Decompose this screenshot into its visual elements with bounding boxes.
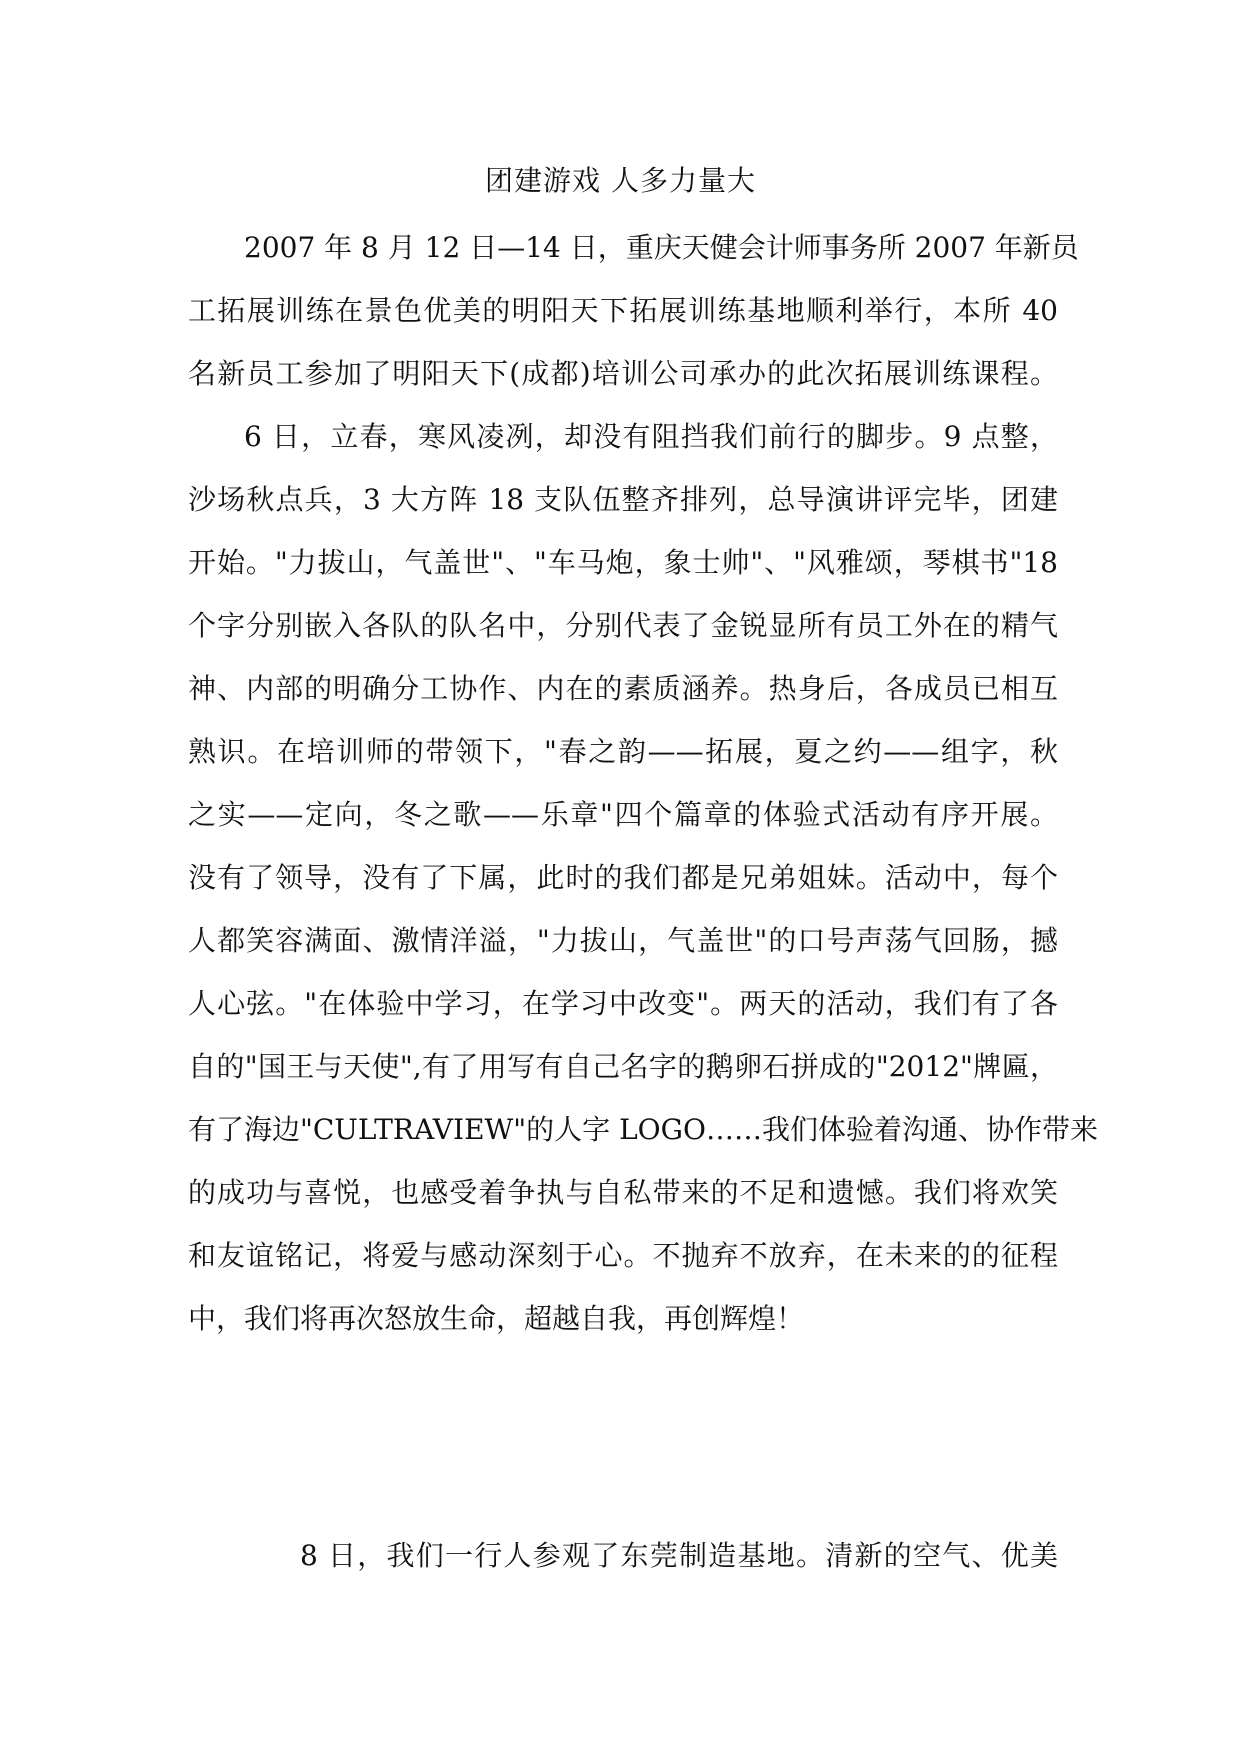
paragraph-2-line-3: 开始。"力拔山，气盖世"、"车马炮，象士帅"、"风雅颂，琴棋书"18 [188,546,1058,579]
paragraph-3-line-1: 8 日，我们一行人参观了东莞制造基地。清新的空气、优美 [300,1539,1058,1572]
paragraph-2-line-6: 熟识。在培训师的带领下，"春之韵——拓展，夏之约——组字，秋 [188,735,1058,768]
paragraph-2-line-2: 沙场秋点兵，3 大方阵 18 支队伍整齐排列，总导演讲评完毕，团建 [188,483,1058,516]
paragraph-2-line-7: 之实——定向，冬之歌——乐章"四个篇章的体验式活动有序开展。 [188,798,1058,831]
paragraph-1-line-3: 名新员工参加了明阳天下(成都)培训公司承办的此次拓展训练课程。 [188,357,1058,390]
paragraph-2-line-13: 的成功与喜悦，也感受着争执与自私带来的不足和遗憾。我们将欢笑 [188,1176,1058,1209]
paragraph-2-line-15: 中，我们将再次怒放生命，超越自我，再创辉煌！ [188,1302,805,1335]
paragraph-2-line-8: 没有了领导，没有了下属，此时的我们都是兄弟姐妹。活动中，每个 [188,861,1058,894]
paragraph-2-line-11: 自的"国王与天使",有了用写有自己名字的鹅卵石拼成的"2012"牌匾， [188,1050,1058,1083]
paragraph-2-line-5: 神、内部的明确分工协作、内在的素质涵养。热身后，各成员已相互 [188,672,1058,705]
paragraph-2-line-12: 有了海边"CULTRAVIEW"的人字 LOGO……我们体验着沟通、协作带来 [188,1113,1098,1146]
paragraph-2-line-10: 人心弦。"在体验中学习，在学习中改变"。两天的活动，我们有了各 [188,987,1058,1020]
paragraph-1-line-2: 工拓展训练在景色优美的明阳天下拓展训练基地顺利举行，本所 40 [188,294,1058,327]
paragraph-2-line-14: 和友谊铭记，将爱与感动深刻于心。不抛弃不放弃，在未来的的征程 [188,1239,1058,1272]
paragraph-2-line-9: 人都笑容满面、激情洋溢，"力拔山，气盖世"的口号声荡气回肠，撼 [188,924,1058,957]
document-title: 团建游戏 人多力量大 [485,164,756,197]
paragraph-2-line-4: 个字分别嵌入各队的队名中，分别代表了金锐显所有员工外在的精气 [188,609,1058,642]
paragraph-1-line-1: 2007 年 8 月 12 日—14 日，重庆天健会计师事务所 2007 年新员 [244,231,1079,264]
paragraph-2-line-1: 6 日，立春，寒风凌冽，却没有阻挡我们前行的脚步。9 点整， [244,420,1058,453]
